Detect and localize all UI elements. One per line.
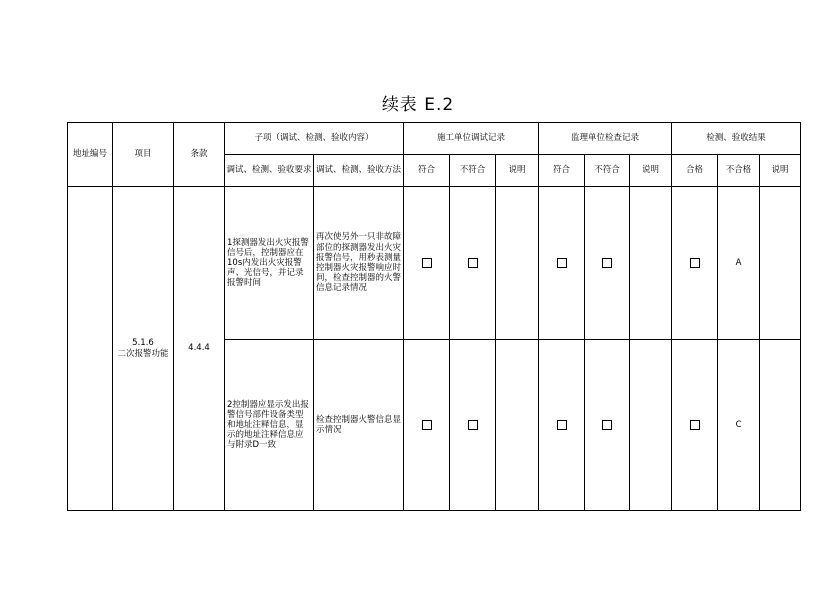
unqualified-cell: A [718,187,760,340]
header-sub-item: 子项（调试、检测、验收内容） [225,123,404,155]
item-cell [113,187,174,511]
header-note-result: 说明 [760,155,801,187]
header-item: 项目 [113,123,174,187]
note-supervision-cell [630,187,672,340]
method-cell: 再次使另外一只非故障部位的探测器发出火灾报警信号，用秒表测量控制器火灾报警响应时间，检查控制器的火警信息记录情况 [314,187,404,340]
checkbox[interactable] [602,258,612,268]
checkbox[interactable] [690,420,700,430]
header-construction: 施工单位调试记录 [404,123,539,155]
header-note-supervision: 说明 [630,155,672,187]
conform-supervision-cell [539,187,585,340]
checkbox[interactable] [468,258,478,268]
requirement-cell: 2控制器应显示发出报警信号部件设备类型和地址注释信息，显示的地址注释信息应与附录D一致 [225,340,314,511]
header-clause: 条款 [174,123,225,187]
header-qualified: 合格 [672,155,718,187]
header-nonconform-supervision: 不符合 [585,155,630,187]
header-conform-supervision: 符合 [539,155,585,187]
conform-construction-cell [404,187,450,340]
qualified-cell [672,187,718,340]
checkbox[interactable] [468,420,478,430]
header-address-no: 地址编号 [68,123,113,187]
checkbox[interactable] [422,258,432,268]
method-cell: 检查控制器火警信息显示情况 [314,340,404,511]
note-result-cell [760,340,801,511]
header-conform-construction: 符合 [404,155,450,187]
item-code: 5.1.6 [132,338,154,349]
checkbox[interactable] [602,420,612,430]
inspection-table [67,122,801,511]
header-method: 调试、检测、验收方法 [314,155,404,187]
page-title: 续表 E.2 [381,95,455,115]
nonconform-supervision-cell [585,340,630,511]
header-supervision: 监理单位检查记录 [539,123,672,155]
item-name: 二次报警功能 [117,348,169,359]
conform-construction-cell [404,340,450,511]
checkbox[interactable] [422,420,432,430]
nonconform-supervision-cell [585,187,630,340]
header-unqualified: 不合格 [718,155,760,187]
unqualified-cell: C [718,340,760,511]
clause-cell: 4.4.4 [174,187,225,511]
note-result-cell [760,187,801,340]
table-row [68,187,801,340]
nonconform-construction-cell [450,187,496,340]
address-no-cell [68,187,113,511]
header-note-construction: 说明 [496,155,539,187]
header-nonconform-construction: 不符合 [450,155,496,187]
header-result: 检测、验收结果 [672,123,801,155]
note-supervision-cell [630,340,672,511]
conform-supervision-cell [539,340,585,511]
checkbox[interactable] [557,258,567,268]
nonconform-construction-cell [450,340,496,511]
qualified-cell [672,340,718,511]
checkbox[interactable] [557,420,567,430]
note-construction-cell [496,340,539,511]
requirement-cell: 1探测器发出火灾报警信号后，控制器应在10s内发出火灾报警声、光信号，并记录报警时间 [225,187,314,340]
checkbox[interactable] [690,258,700,268]
note-construction-cell [496,187,539,340]
header-requirement: 调试、检测、验收要求 [225,155,314,187]
